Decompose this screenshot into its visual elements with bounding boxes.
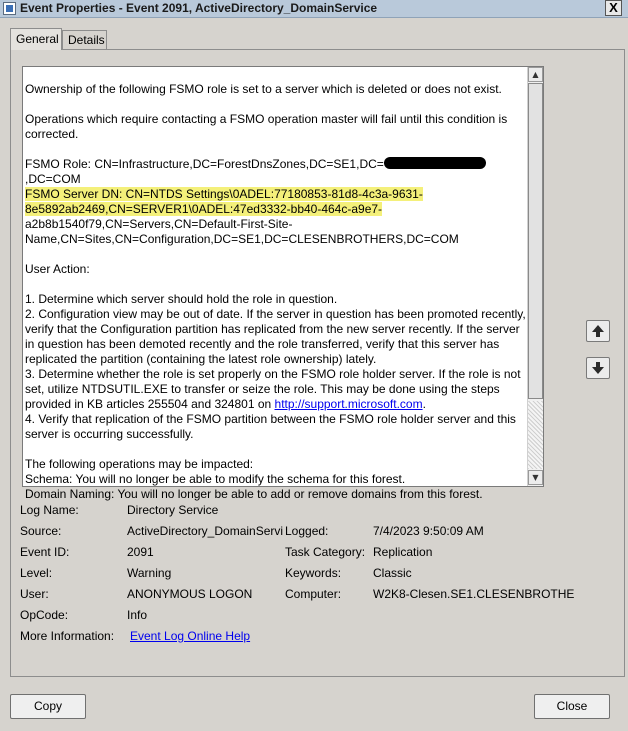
- computer-value: W2K8-Clesen.SE1.CLESENBROTHE: [373, 587, 575, 601]
- event-id-value: 2091: [127, 545, 154, 559]
- opcode-value: Info: [127, 608, 148, 622]
- server-dn-line: FSMO Server DN: CN=NTDS Settings\0ADEL:77180853-81d8-4c3a-9631-: [25, 187, 423, 201]
- step-line: 1. Determine which server should hold the role in question.: [25, 292, 338, 306]
- impacted-heading: The following operations may be impacted:: [25, 457, 254, 471]
- up-arrow-icon: [587, 321, 609, 341]
- user-label: User:: [20, 587, 49, 601]
- step-line: provided in KB articles 255504 and 324801 on http://support.microsoft.com.: [25, 397, 426, 411]
- log-name-label: Log Name:: [20, 503, 79, 517]
- keywords-label: Keywords:: [285, 566, 342, 580]
- source-value: ActiveDirectory_DomainServi: [127, 524, 284, 538]
- tab-general[interactable]: General: [10, 28, 62, 50]
- step-line: verify that the Configuration partition has replicated from the new server recently. If the server: [25, 322, 520, 336]
- event-description-box[interactable]: [22, 66, 544, 501]
- step-line: 3. Determine whether the role is set properly on the FSMO role holder server. If the role is not: [25, 367, 521, 381]
- step-line: replicated the partition (containing the latest role ownership) lately.: [25, 352, 377, 366]
- event-viewer-icon: [3, 2, 16, 15]
- step-line: server is occurring successfully.: [25, 427, 194, 441]
- close-window-button[interactable]: X: [605, 0, 622, 16]
- task-category-value: Replication: [373, 545, 433, 559]
- user-value: ANONYMOUS LOGON: [127, 587, 253, 601]
- source-label: Source:: [20, 524, 62, 538]
- log-name-value: Directory Service: [127, 503, 219, 517]
- server-dn-line: a2b8b1540f79,CN=Servers,CN=Default-First-Site-: [25, 217, 293, 231]
- description-scrollbar[interactable]: [527, 67, 543, 486]
- step-line: 4. Verify that replication of the FSMO partition between the FSMO role holder server and this: [25, 412, 516, 426]
- keywords-value: Classic: [373, 566, 412, 580]
- redaction-mark: [384, 157, 486, 169]
- level-value: Warning: [127, 566, 172, 580]
- next-event-button[interactable]: [586, 357, 610, 379]
- step-line: 2. Configuration view may be out of date. If the server in question has been promoted recently,: [25, 307, 526, 321]
- operations-line: corrected.: [25, 127, 79, 141]
- logged-label: Logged:: [285, 524, 329, 538]
- logged-value: 7/4/2023 9:50:09 AM: [373, 524, 484, 538]
- more-information-label: More Information:: [20, 629, 115, 643]
- server-dn-line: 8e5892ab2469,CN=SERVER1\0ADEL:47ed3332-bb40-464c-a9e7-: [25, 202, 383, 216]
- event-description-text: [25, 82, 527, 502]
- title-bar[interactable]: [0, 0, 628, 18]
- server-dn-line: Name,CN=Sites,CN=Configuration,DC=SE1,DC=CLESENBROTHERS,DC=COM: [25, 232, 459, 246]
- user-action-heading: User Action:: [25, 262, 90, 276]
- computer-label: Computer:: [285, 587, 342, 601]
- operations-line: Operations which require contacting a FSMO operation master will fail until this condition is: [25, 112, 508, 126]
- down-arrow-icon: [587, 358, 609, 378]
- task-category-label: Task Category:: [285, 545, 366, 559]
- impact-line: Schema: You will no longer be able to modify the schema for this forest.: [25, 472, 406, 486]
- scroll-up-arrow-icon[interactable]: ▲: [528, 67, 543, 82]
- scroll-down-arrow-icon[interactable]: ▼: [528, 470, 543, 485]
- window-title: Event Properties - Event 2091, ActiveDirectory_DomainService: [20, 1, 378, 15]
- step-line: set, utilize NTDSUTIL.EXE to transfer or seize the role. This may be done using the steps: [25, 382, 500, 396]
- fsmo-role-line: FSMO Role: CN=Infrastructure,DC=ForestDnsZones,DC=SE1,DC=,DC=COM: [25, 157, 527, 187]
- event-id-label: Event ID:: [20, 545, 70, 559]
- support-link[interactable]: http://support.microsoft.com: [274, 397, 423, 411]
- impact-line: Domain Naming: You will no longer be able to add or remove domains from this forest.: [25, 487, 483, 501]
- event-log-online-help-link[interactable]: Event Log Online Help: [130, 629, 251, 643]
- level-label: Level:: [20, 566, 53, 580]
- step-line: in question has been demoted recently and the role transferred, verify that this server has: [25, 337, 500, 351]
- scrollbar-track[interactable]: [528, 401, 543, 469]
- opcode-label: OpCode:: [20, 608, 69, 622]
- close-button[interactable]: Close: [534, 694, 610, 719]
- previous-event-button[interactable]: [586, 320, 610, 342]
- intro-line: Ownership of the following FSMO role is set to a server which is deleted or does not exist.: [25, 82, 502, 96]
- scrollbar-thumb[interactable]: [528, 83, 543, 399]
- tab-details[interactable]: Details: [62, 30, 107, 49]
- copy-button[interactable]: Copy: [10, 694, 86, 719]
